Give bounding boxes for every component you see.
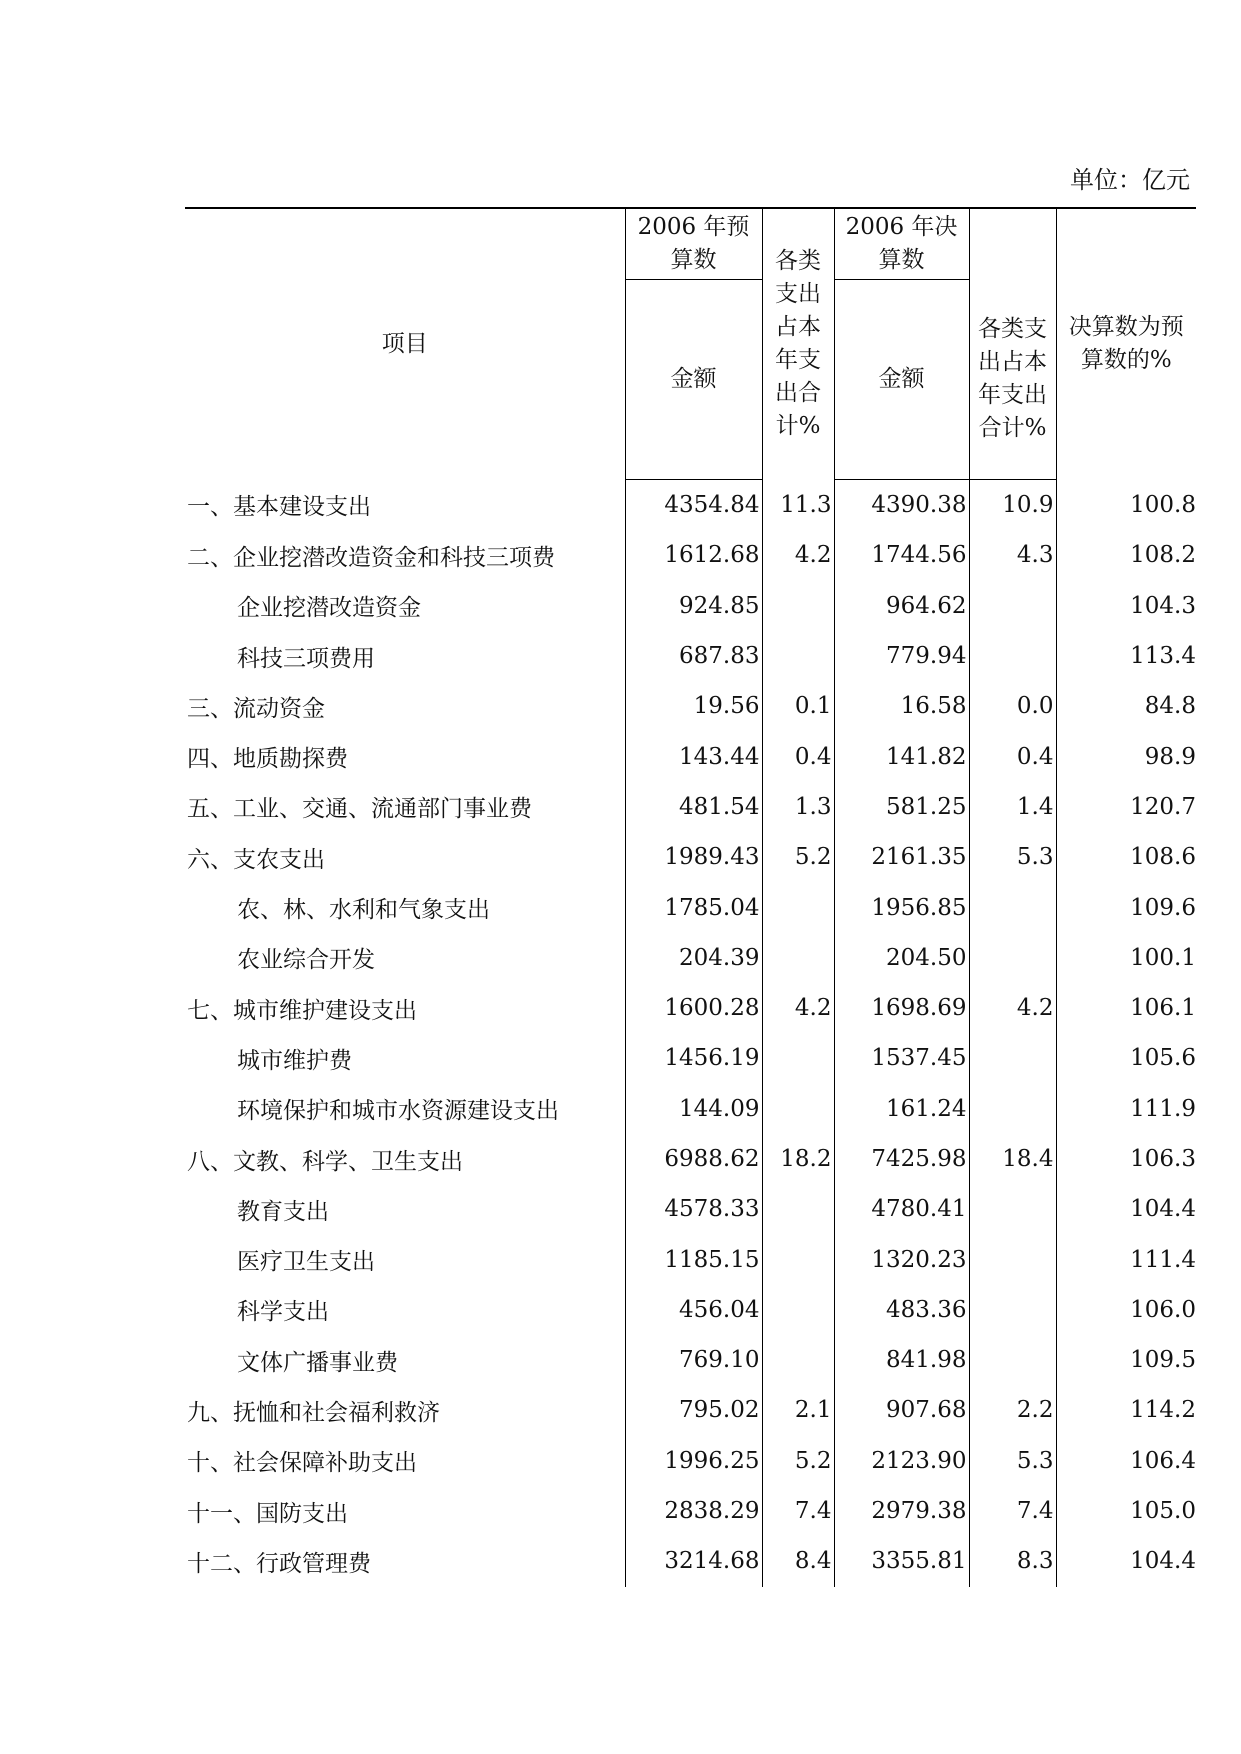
cell-ratio: 114.2 <box>1056 1385 1196 1435</box>
cell-budget-amount: 1989.43 <box>625 832 762 882</box>
table-row <box>185 983 1196 1033</box>
cell-budget-share: 5.2 <box>762 1436 834 1486</box>
cell-ratio: 106.0 <box>1056 1285 1196 1335</box>
cell-ratio: 109.6 <box>1056 882 1196 932</box>
table-row <box>185 882 1196 932</box>
cell-final-share: 8.3 <box>969 1536 1056 1586</box>
cell-budget-share <box>762 933 834 983</box>
cell-final-share: 4.3 <box>969 530 1056 580</box>
table-row <box>185 832 1196 882</box>
header-final-group: 2006 年决算数 <box>834 208 969 280</box>
unit-label: 单位：亿元 <box>1070 166 1190 194</box>
cell-ratio: 84.8 <box>1056 681 1196 731</box>
cell-final-share: 2.2 <box>969 1385 1056 1435</box>
table-row <box>185 1134 1196 1184</box>
cell-item: 十一、国防支出 <box>187 1500 348 1527</box>
cell-budget-amount: 1185.15 <box>625 1234 762 1284</box>
cell-budget-amount: 4578.33 <box>625 1184 762 1234</box>
cell-budget-amount: 769.10 <box>625 1335 762 1385</box>
cell-budget-amount: 19.56 <box>625 681 762 731</box>
cell-final-amount: 964.62 <box>834 581 969 631</box>
cell-ratio: 105.0 <box>1056 1486 1196 1536</box>
cell-budget-amount: 3214.68 <box>625 1536 762 1586</box>
cell-budget-share <box>762 1335 834 1385</box>
cell-final-amount: 4390.38 <box>834 480 969 531</box>
cell-budget-amount: 924.85 <box>625 581 762 631</box>
cell-budget-amount: 144.09 <box>625 1084 762 1134</box>
cell-budget-share <box>762 1084 834 1134</box>
table-body <box>185 480 1196 1587</box>
cell-item: 六、支农支出 <box>187 846 325 873</box>
header-budget-share: 各类支出占本年支出合计% <box>762 208 834 480</box>
cell-budget-share: 11.3 <box>762 480 834 531</box>
cell-budget-amount: 795.02 <box>625 1385 762 1435</box>
cell-budget-share: 8.4 <box>762 1536 834 1586</box>
table-row <box>185 1436 1196 1486</box>
cell-final-share <box>969 1234 1056 1284</box>
cell-budget-share: 0.1 <box>762 681 834 731</box>
cell-final-amount: 779.94 <box>834 631 969 681</box>
cell-item: 五、工业、交通、流通部门事业费 <box>187 796 532 823</box>
cell-budget-share: 5.2 <box>762 832 834 882</box>
header-item: 项目 <box>185 208 625 480</box>
cell-final-amount: 841.98 <box>834 1335 969 1385</box>
cell-budget-amount: 1456.19 <box>625 1033 762 1083</box>
cell-budget-share: 1.3 <box>762 782 834 832</box>
cell-ratio: 104.4 <box>1056 1536 1196 1586</box>
expenditure-table <box>185 207 1196 1587</box>
cell-item: 科学支出 <box>237 1299 329 1326</box>
cell-final-amount: 581.25 <box>834 782 969 832</box>
header-final-amount: 金额 <box>834 280 969 480</box>
cell-budget-amount: 456.04 <box>625 1285 762 1335</box>
table-row <box>185 731 1196 781</box>
cell-item: 文体广播事业费 <box>237 1349 398 1376</box>
cell-ratio: 104.4 <box>1056 1184 1196 1234</box>
cell-final-share: 0.0 <box>969 681 1056 731</box>
cell-ratio: 109.5 <box>1056 1335 1196 1385</box>
header-budget-amount: 金额 <box>625 280 762 480</box>
table-row <box>185 1486 1196 1536</box>
table-row <box>185 1234 1196 1284</box>
cell-budget-amount: 687.83 <box>625 631 762 681</box>
cell-ratio: 120.7 <box>1056 782 1196 832</box>
cell-ratio: 111.4 <box>1056 1234 1196 1284</box>
cell-item: 十、社会保障补助支出 <box>187 1450 417 1477</box>
table-row <box>185 581 1196 631</box>
cell-budget-share: 4.2 <box>762 983 834 1033</box>
cell-budget-amount: 481.54 <box>625 782 762 832</box>
cell-budget-share: 0.4 <box>762 731 834 781</box>
cell-item: 三、流动资金 <box>187 695 325 722</box>
table-row <box>185 480 1196 531</box>
cell-budget-amount: 1785.04 <box>625 882 762 932</box>
cell-final-share <box>969 631 1056 681</box>
cell-ratio: 98.9 <box>1056 731 1196 781</box>
table-row <box>185 681 1196 731</box>
header-budget-group: 2006 年预算数 <box>625 208 762 280</box>
cell-budget-amount: 1612.68 <box>625 530 762 580</box>
cell-final-share: 0.4 <box>969 731 1056 781</box>
cell-item: 企业挖潜改造资金 <box>237 595 421 622</box>
table-row <box>185 933 1196 983</box>
cell-budget-share <box>762 581 834 631</box>
cell-final-amount: 483.36 <box>834 1285 969 1335</box>
cell-item: 农业综合开发 <box>237 947 375 974</box>
cell-budget-share <box>762 1184 834 1234</box>
cell-final-share <box>969 1285 1056 1335</box>
cell-budget-share: 4.2 <box>762 530 834 580</box>
table-row <box>185 1184 1196 1234</box>
cell-final-amount: 2123.90 <box>834 1436 969 1486</box>
cell-budget-share: 2.1 <box>762 1385 834 1435</box>
cell-final-share: 18.4 <box>969 1134 1056 1184</box>
cell-budget-amount: 204.39 <box>625 933 762 983</box>
table-row <box>185 1285 1196 1335</box>
cell-final-share <box>969 1033 1056 1083</box>
table-row <box>185 1084 1196 1134</box>
cell-final-amount: 161.24 <box>834 1084 969 1134</box>
cell-ratio: 111.9 <box>1056 1084 1196 1134</box>
header-final-share: 各类支出占本年支出合计% <box>969 280 1056 480</box>
table-row <box>185 1033 1196 1083</box>
cell-item: 环境保护和城市水资源建设支出 <box>237 1098 559 1125</box>
cell-ratio: 104.3 <box>1056 581 1196 631</box>
cell-final-amount: 2979.38 <box>834 1486 969 1536</box>
cell-budget-amount: 143.44 <box>625 731 762 781</box>
cell-ratio: 108.2 <box>1056 530 1196 580</box>
cell-item: 四、地质勘探费 <box>187 746 348 773</box>
cell-final-share: 5.3 <box>969 832 1056 882</box>
cell-budget-share: 18.2 <box>762 1134 834 1184</box>
cell-final-amount: 1698.69 <box>834 983 969 1033</box>
cell-budget-amount: 2838.29 <box>625 1486 762 1536</box>
cell-final-amount: 3355.81 <box>834 1536 969 1586</box>
cell-ratio: 106.4 <box>1056 1436 1196 1486</box>
cell-budget-share <box>762 1033 834 1083</box>
cell-final-share: 5.3 <box>969 1436 1056 1486</box>
cell-final-share <box>969 1184 1056 1234</box>
table-row <box>185 1385 1196 1435</box>
cell-final-share: 4.2 <box>969 983 1056 1033</box>
cell-item: 十二、行政管理费 <box>187 1550 371 1577</box>
cell-item: 科技三项费用 <box>237 645 375 672</box>
table-row <box>185 1536 1196 1586</box>
cell-budget-amount: 1600.28 <box>625 983 762 1033</box>
table-row <box>185 782 1196 832</box>
cell-final-share: 10.9 <box>969 480 1056 531</box>
cell-final-amount: 16.58 <box>834 681 969 731</box>
cell-budget-amount: 6988.62 <box>625 1134 762 1184</box>
cell-budget-share <box>762 1234 834 1284</box>
cell-final-share <box>969 882 1056 932</box>
cell-final-amount: 141.82 <box>834 731 969 781</box>
cell-ratio: 100.8 <box>1056 480 1196 531</box>
table-row <box>185 1335 1196 1385</box>
cell-final-amount: 204.50 <box>834 933 969 983</box>
header-ratio: 决算数为预算数的% <box>1056 208 1196 480</box>
cell-item: 城市维护费 <box>237 1047 352 1074</box>
cell-budget-amount: 4354.84 <box>625 480 762 531</box>
cell-item: 医疗卫生支出 <box>237 1249 375 1276</box>
cell-final-share: 7.4 <box>969 1486 1056 1536</box>
cell-final-amount: 4780.41 <box>834 1184 969 1234</box>
cell-item: 教育支出 <box>237 1198 329 1225</box>
cell-budget-share <box>762 631 834 681</box>
cell-final-amount: 1320.23 <box>834 1234 969 1284</box>
cell-budget-share <box>762 1285 834 1335</box>
cell-ratio: 106.1 <box>1056 983 1196 1033</box>
cell-ratio: 105.6 <box>1056 1033 1196 1083</box>
cell-final-share <box>969 933 1056 983</box>
expenditure-table-wrapper <box>185 207 1196 1587</box>
cell-item: 七、城市维护建设支出 <box>187 997 417 1024</box>
cell-final-share: 1.4 <box>969 782 1056 832</box>
cell-ratio: 100.1 <box>1056 933 1196 983</box>
header-final-share-top <box>969 208 1056 280</box>
cell-final-amount: 2161.35 <box>834 832 969 882</box>
cell-ratio: 113.4 <box>1056 631 1196 681</box>
cell-final-amount: 907.68 <box>834 1385 969 1435</box>
cell-item: 八、文教、科学、卫生支出 <box>187 1148 463 1175</box>
table-header <box>185 208 1196 480</box>
table-row <box>185 631 1196 681</box>
cell-ratio: 106.3 <box>1056 1134 1196 1184</box>
cell-budget-amount: 1996.25 <box>625 1436 762 1486</box>
cell-item: 农、林、水利和气象支出 <box>237 897 490 924</box>
cell-final-amount: 1956.85 <box>834 882 969 932</box>
cell-final-amount: 1537.45 <box>834 1033 969 1083</box>
cell-final-amount: 7425.98 <box>834 1134 969 1184</box>
cell-final-share <box>969 581 1056 631</box>
cell-final-share <box>969 1335 1056 1385</box>
cell-ratio: 108.6 <box>1056 832 1196 882</box>
cell-item: 二、企业挖潜改造资金和科技三项费 <box>187 544 555 571</box>
cell-final-amount: 1744.56 <box>834 530 969 580</box>
cell-item: 九、抚恤和社会福利救济 <box>187 1399 440 1426</box>
cell-budget-share: 7.4 <box>762 1486 834 1536</box>
cell-item: 一、基本建设支出 <box>187 494 371 521</box>
table-row <box>185 530 1196 580</box>
cell-budget-share <box>762 882 834 932</box>
cell-final-share <box>969 1084 1056 1134</box>
